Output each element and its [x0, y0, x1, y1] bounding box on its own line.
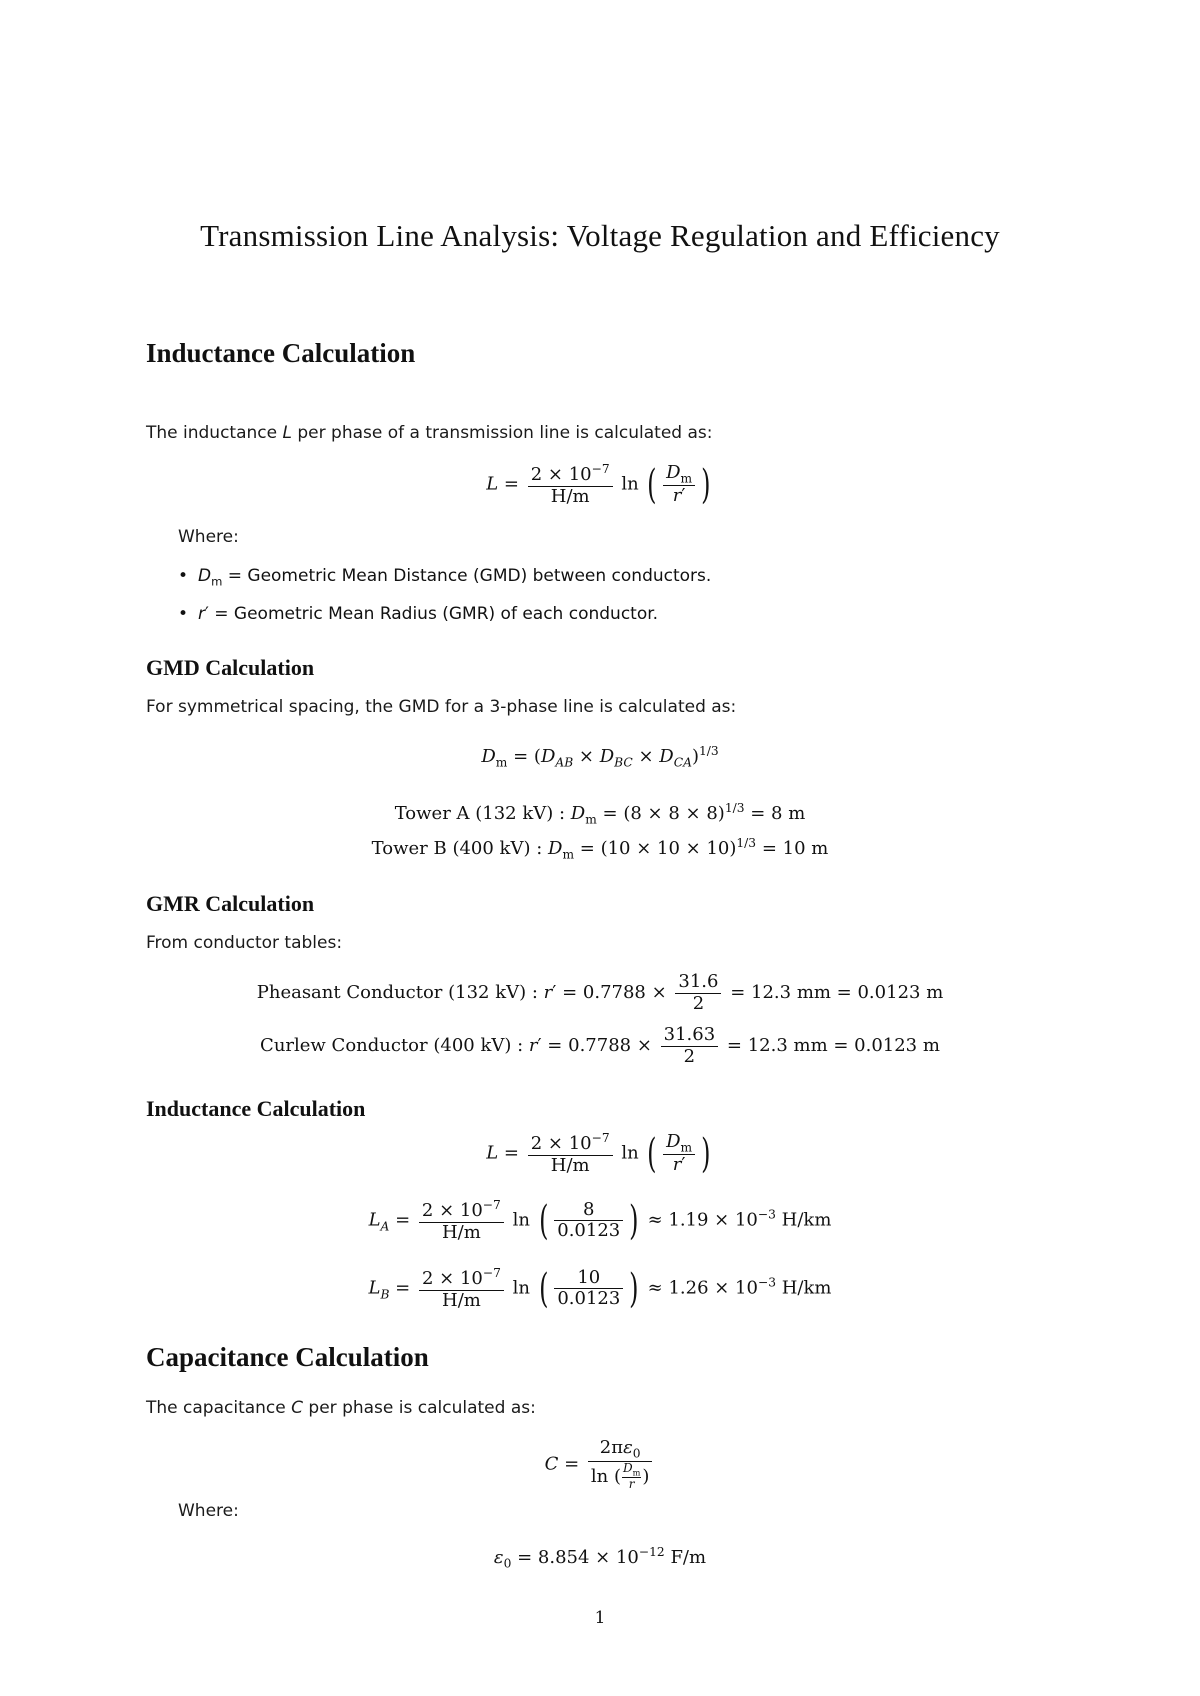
inductance-lb: $L_B$ = $\frac{2 \times 10^{-7}}{H/m}$ ln ( $\frac{10}{0.0123}$ ) ≈ $1.26 \times 10^{-3}$ H/km	[368, 1265, 832, 1312]
section-heading-capacitance: Capacitance Calculation	[146, 1342, 429, 1372]
bullet-gmd: • $D_m$ = Geometric Mean Distance (GMD) between conductors.	[178, 566, 712, 589]
bullet-gmr: • r′ = Geometric Mean Radius (GMR) of each conductor.	[178, 604, 659, 624]
where-label-2: Where:	[178, 1501, 239, 1521]
inductance-intro: The inductance L per phase of a transmission line is calculated as:	[146, 423, 713, 443]
section-heading-gmr: GMR Calculation	[146, 891, 315, 916]
pheasant-gmr: Pheasant Conductor (132 kV) : r′ = 0.7788 × $\frac{31.6}{2}$ = 12.3 mm = 0.0123 m	[256, 971, 944, 1014]
section-heading-inductance: Inductance Calculation	[146, 338, 416, 368]
inductance-la: $L_A$ = $\frac{2 \times 10^{-7}}{H/m}$ ln ( $\frac{8}{0.0123}$ ) ≈ $1.19 \times 10^{-3}$ H/km	[368, 1197, 832, 1244]
where-label-1: Where:	[178, 527, 239, 547]
gmd-formula: $D_m = (D_{AB} \times D_{BC} \times D_{CA})^{1/3}$	[481, 744, 719, 770]
epsilon-value: $\varepsilon_0 = 8.854 \times 10^{-12}$ F/m	[493, 1545, 707, 1571]
gmd-intro: For symmetrical spacing, the GMD for a 3-phase line is calculated as:	[146, 697, 737, 717]
gmr-intro: From conductor tables:	[146, 933, 343, 953]
capacitance-intro: The capacitance C per phase is calculated as:	[146, 1398, 536, 1418]
curlew-gmr: Curlew Conductor (400 kV) : r′ = 0.7788 × $\frac{31.63}{2}$ = 12.3 mm = 0.0123 m	[260, 1024, 940, 1067]
tower-a-gmd: Tower A (132 kV) : $D_m = (8 \times 8 \times 8)^{1/3} = 8$ m	[394, 801, 806, 827]
section-heading-gmd: GMD Calculation	[146, 655, 315, 680]
tower-b-gmd: Tower B (400 kV) : $D_m = (10 \times 10 \times 10)^{1/3} = 10$ m	[371, 836, 829, 862]
section-heading-inductance-2: Inductance Calculation	[146, 1096, 366, 1121]
capacitance-formula: C = $2\pi\varepsilon_0$ ln ( $\frac{D_m}{r}$ )	[0, 1438, 1200, 1491]
page-number: 1	[594, 1608, 606, 1628]
page-title: Transmission Line Analysis: Voltage Regulation and Efficiency	[200, 218, 1000, 253]
inductance-formula: L = $\frac{2 \times 10^{-7}}{H/m}$ ln ( $\frac{D_m}{r'}$ )	[486, 461, 711, 508]
inductance-formula-2: L = $\frac{2 \times 10^{-7}}{H/m}$ ln ( $\frac{D_m}{r'}$ )	[486, 1130, 711, 1177]
